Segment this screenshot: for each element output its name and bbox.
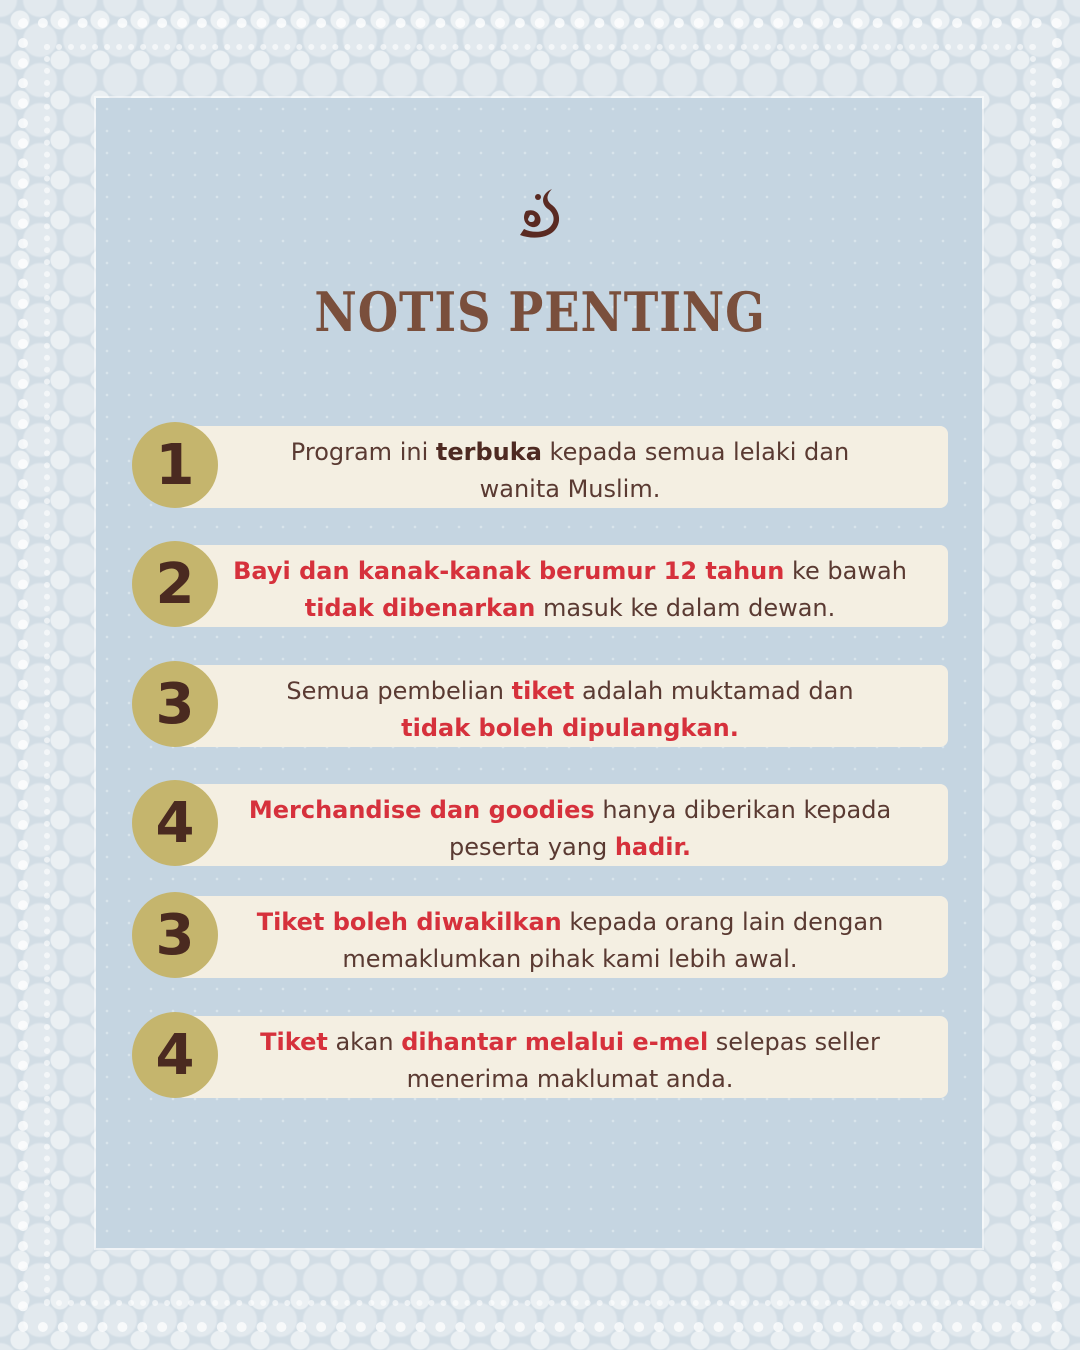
notice-highlight: tidak boleh dipulangkan.	[401, 714, 739, 742]
notice-text	[230, 553, 910, 627]
notice-item	[130, 784, 948, 870]
notice-text-line	[230, 710, 910, 747]
notice-text-line	[230, 1024, 910, 1061]
notice-item	[130, 545, 948, 631]
notice-text-line	[230, 553, 910, 590]
notice-highlight: Merchandise dan goodies	[248, 796, 595, 824]
page-title: NOTIS PENTING	[314, 280, 766, 344]
notice-number-badge: 3	[132, 661, 218, 747]
notice-item	[130, 665, 948, 751]
notice-text	[230, 904, 910, 978]
notice-text-segment: hanya diberikan kepada	[594, 796, 892, 824]
notice-item	[130, 896, 948, 982]
notice-text-segment: Semua pembelian	[286, 677, 512, 705]
notice-text-line	[230, 792, 910, 829]
notice-text-line	[230, 904, 910, 941]
notice-highlight: Tiket boleh diwakilkan	[256, 908, 562, 936]
notice-text-line	[230, 434, 910, 471]
notice-text-segment: memaklumkan pihak kami lebih awal.	[342, 945, 798, 973]
notice-highlight: Tiket	[260, 1028, 328, 1056]
notice-text-segment: menerima maklumat anda.	[406, 1065, 734, 1093]
notice-text-line	[230, 829, 910, 866]
notice-highlight: dihantar melalui e-mel	[401, 1028, 709, 1056]
notice-text-segment: ke bawah	[784, 557, 907, 585]
notice-number-badge: 4	[132, 1012, 218, 1098]
notice-text-segment: kepada orang lain dengan	[561, 908, 884, 936]
notice-number-badge: 3	[132, 892, 218, 978]
notice-highlight: hadir.	[614, 833, 692, 861]
notice-text-segment: peserta yang	[448, 833, 615, 861]
notice-text	[230, 434, 910, 508]
notice-text	[230, 1024, 910, 1098]
notice-text	[230, 673, 910, 747]
notice-text-segment: adalah muktamad dan	[574, 677, 854, 705]
notice-highlight: tiket	[511, 677, 575, 705]
notice-text-segment: masuk ke dalam dewan.	[535, 594, 836, 622]
notice-text-segment: Program ini	[290, 438, 436, 466]
notice-text	[230, 792, 910, 866]
notice-text-line	[230, 941, 910, 978]
notice-text-segment: selepas seller	[708, 1028, 880, 1056]
notice-highlight: tidak dibenarkan	[304, 594, 536, 622]
notice-highlight: terbuka	[435, 438, 542, 466]
notice-text-segment: akan	[327, 1028, 402, 1056]
notice-number-badge: 4	[132, 780, 218, 866]
notice-number-badge: 2	[132, 541, 218, 627]
notice-text-line	[230, 673, 910, 710]
notice-item	[130, 426, 948, 512]
notice-text-line	[230, 471, 910, 508]
brand-monogram-icon	[512, 183, 568, 239]
notice-text-segment: wanita Muslim.	[479, 475, 661, 503]
notice-text-segment: kepada semua lelaki dan	[541, 438, 850, 466]
notice-number-badge: 1	[132, 422, 218, 508]
notice-item	[130, 1016, 948, 1102]
notice-text-line	[230, 1061, 910, 1098]
notice-highlight: Bayi dan kanak-kanak berumur 12 tahun	[233, 557, 785, 585]
notice-text-line	[230, 590, 910, 627]
